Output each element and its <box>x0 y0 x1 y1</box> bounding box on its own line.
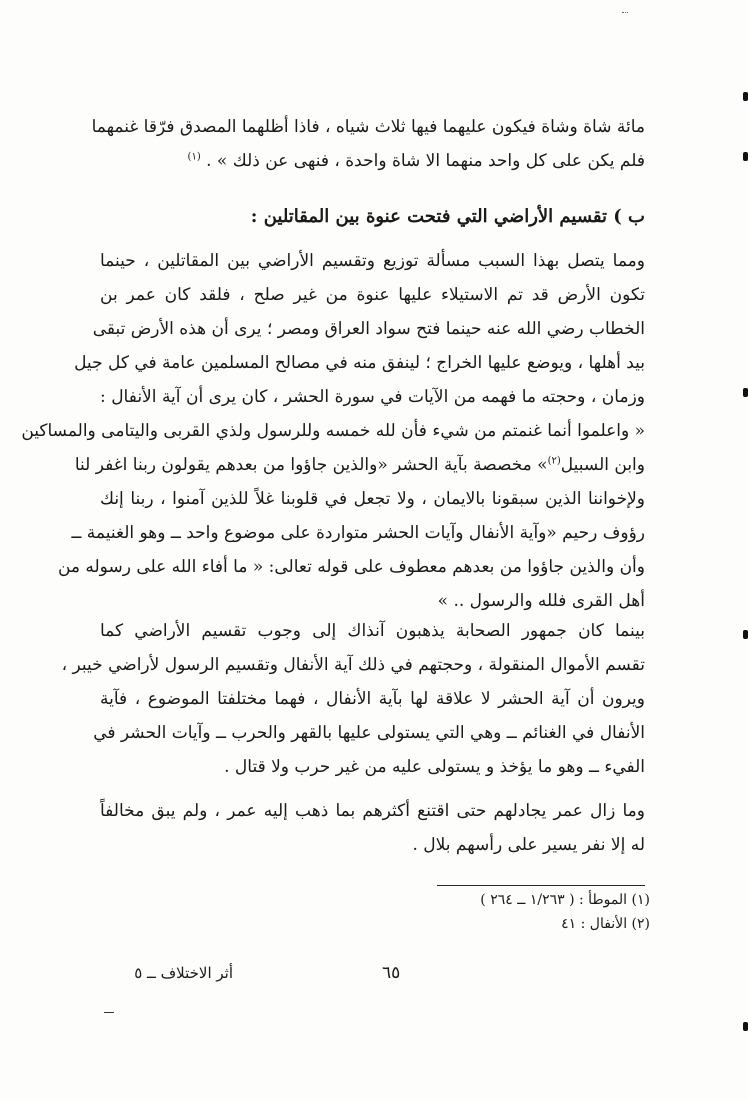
paragraph-line: ويرون أن آية الحشر لا علاقة لها بآية الأنفال ، فهما مختلفتا الموضوع ، فآية <box>100 689 645 709</box>
footnote-marker: (١) <box>187 151 201 163</box>
paragraph-line: مائة شاة وشاة فيكون عليهما فيها ثلاث شياه ، فاذا أظلهما المصدق فرّقا غنمهما <box>91 117 645 137</box>
paragraph-line: وأن والذين جاؤوا من بعدهم معطوف على قوله تعالى: « ما أفاء الله على رسوله من <box>57 557 645 577</box>
paragraph-line-text: وابن السبيل <box>560 455 645 475</box>
footnotes <box>480 888 650 936</box>
paragraph-line: تكون الأرض قد تم الاستيلاء عليها عنوة من غير صلح ، فلقد كان عمر بن <box>100 285 645 305</box>
binding-hole-mark <box>743 92 748 101</box>
second-paragraph <box>61 614 645 784</box>
section-heading: ب ) تقسيم الأراضي التي فتحت عنوة بين المقاتلين : <box>250 206 645 227</box>
main-paragraph <box>21 244 645 618</box>
page-footer <box>0 958 748 988</box>
paragraph-line: بيد أهلها ، ويوضع عليها الخراج ؛ لينفق منه في مصالح المسلمين عامة في كل جيل <box>74 353 645 373</box>
paragraph-line: الفيء ــ وهو ما يؤخذ و يستولى عليه من غير حرب ولا قتال . <box>224 757 645 777</box>
paragraph-line: تقسم الأموال المنقولة ، وحجتهم في ذلك آية الأنفال وتقسيم الرسول لأراضي خيبر ، <box>61 655 645 675</box>
paragraph-line: له إلا نفر يسير على رأسهم بلال . <box>412 835 645 855</box>
binding-hole-mark <box>743 630 748 639</box>
paragraph-line-with-footnote <box>100 144 645 178</box>
third-paragraph <box>100 794 645 862</box>
paragraph-line: أهل القرى فلله والرسول .. » <box>437 591 645 611</box>
footnote-marker: (٢) <box>547 455 561 467</box>
footnote-separator <box>437 885 645 886</box>
scan-speck <box>622 12 628 16</box>
running-footer-title: أثر الاختلاف ــ ٥ <box>134 964 233 982</box>
paragraph-line-text: فلم يكن على كل واحد منهما الا شاة واحدة ، فنهى عن ذلك » . <box>206 151 645 171</box>
paragraph-line: « واعلموا أنما غنمتم من شيء فأن لله خمسه وللرسول ولذي القربى واليتامى والمساكين <box>21 421 645 441</box>
binding-hole-mark <box>743 152 748 161</box>
paragraph-line: وما زال عمر يجادلهم حتى اقتنع أكثرهم بما ذهب إليه عمر ، ولم يبق مخالفاً <box>100 801 645 821</box>
page-number: ٦٥ <box>382 963 401 983</box>
paragraph-line: وزمان ، وحجته ما فهمه من الآيات في سورة الحشر ، كان يرى أن آية الأنفال : <box>100 387 645 407</box>
paragraph-line: الخطاب رضي الله عنه حينما فتح سواد العراق ومصر ؛ يرى أن هذه الأرض تبقى <box>92 319 645 339</box>
paragraph-line: ولإخواننا الذين سبقونا بالايمان ، ولا تجعل في قلوبنا غلاً للذين آمنوا ، ربنا إنك <box>100 489 645 509</box>
binding-hole-mark <box>743 388 748 397</box>
top-paragraph <box>91 110 645 178</box>
paragraph-line-text: » مخصصة بآية الحشر «والذين جاؤوا من بعدهم يقولون ربنا اغفر لنا <box>74 455 548 475</box>
binding-hole-mark <box>743 1022 748 1031</box>
footnote-item: (٢) الأنفال : ٤١ <box>561 916 650 932</box>
paragraph-line: رؤوف رحيم «وآية الأنفال وآيات الحشر متواردة على موضوع واحد ــ وهو الغنيمة ــ <box>71 523 645 543</box>
paragraph-line: بينما كان جمهور الصحابة يذهبون آنذاك إلى وجوب تقسيم الأراضي كما <box>100 621 645 641</box>
paragraph-line: الأنفال في الغنائم ــ وهي التي يستولى عليها بالقهر والحرب ــ وآيات الحشر في <box>93 723 645 743</box>
signature-dash <box>104 1012 114 1013</box>
paragraph-line: ومما يتصل بهذا السبب مسألة توزيع وتقسيم الأراضي بين المقاتلين ، حينما <box>100 251 645 271</box>
paragraph-line-with-footnote <box>74 448 645 482</box>
footnote-item: (١) الموطأ : ( ١/٢٦٣ ــ ٢٦٤ ) <box>480 892 650 908</box>
